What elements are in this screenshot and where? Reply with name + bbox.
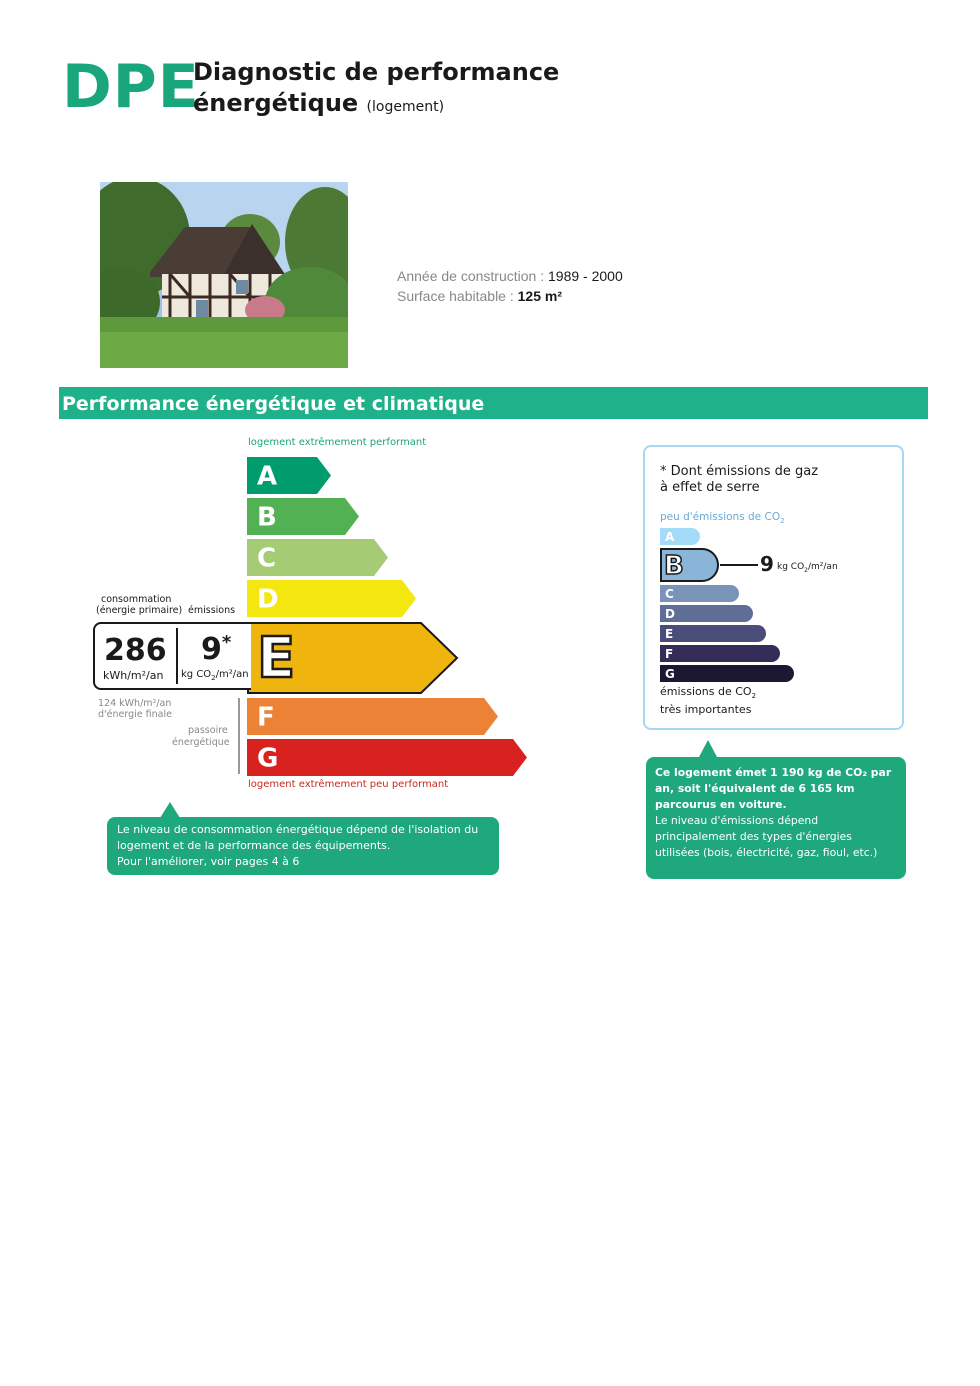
ghg-bottom-label-sub: 2 (751, 692, 757, 701)
final-energy-label: d'énergie finale (98, 709, 172, 720)
ghg-tip-line5: principalement des types d'énergies (655, 830, 852, 843)
ghg-unit-pre: kg CO (777, 562, 805, 572)
ghg-class-letter: F (665, 647, 674, 661)
ghg-top-label (660, 511, 785, 525)
emissions-number: 9 (201, 632, 222, 667)
scale-bottom-label: logement extrêmement peu performant (248, 779, 449, 790)
ghg-class-g (660, 665, 798, 686)
energy-class-letter: G (257, 743, 279, 774)
ghg-title-line2: à effet de serre (660, 480, 760, 495)
construction-label: Année de construction : (397, 268, 545, 284)
ghg-info-box (646, 757, 906, 879)
ghg-top-label-sub: 2 (780, 517, 785, 526)
emissions-unit-sub: 2 (211, 674, 216, 682)
energy-tip-pointer (160, 802, 180, 818)
passoire-bracket (238, 698, 240, 774)
ghg-class-letter: E (665, 627, 674, 641)
ghg-class-f (660, 645, 784, 666)
page-title-suffix: (logement) (366, 99, 445, 115)
ghg-class-letter: G (665, 667, 675, 681)
passoire-label-2: énergétique (172, 737, 230, 748)
consumption-value: 286 (104, 633, 167, 668)
energy-class-c (247, 539, 392, 580)
energy-tip-line3: Pour l'améliorer, voir pages 4 à 6 (117, 855, 300, 868)
ghg-class-c (660, 585, 743, 606)
emissions-unit-pre: kg CO (181, 669, 212, 680)
energy-class-f (247, 698, 502, 739)
surface-label: Surface habitable : (397, 288, 514, 304)
living-surface (397, 288, 562, 304)
page-title-main: énergétique (193, 89, 359, 117)
ghg-bottom-label-line1 (660, 685, 756, 703)
energy-class-letter: D (257, 584, 279, 615)
consumption-unit: kWh/m²/an (103, 669, 164, 682)
ghg-value: 9 (760, 552, 774, 576)
ghg-unit (777, 562, 838, 574)
ghg-top-label-text: peu d'émissions de CO (660, 511, 781, 523)
passoire-label-1: passoire (188, 725, 228, 736)
ghg-tip-line3: parcourus en voiture. (655, 798, 787, 811)
ghg-tip-line1: Ce logement émet 1 190 kg de CO₂ par (655, 766, 892, 779)
emissions-unit (181, 669, 249, 682)
ghg-class-letter: C (665, 587, 674, 601)
ghg-bottom-label-line2: très importantes (660, 703, 752, 717)
ghg-class-a (660, 528, 704, 549)
values-divider (176, 628, 178, 684)
ghg-tip-line4: Le niveau d'émissions dépend (655, 814, 819, 827)
house-photo-image (100, 182, 348, 368)
energy-class-letter: F (257, 702, 275, 733)
final-energy-value: 124 kWh/m²/an (98, 698, 172, 709)
emissions-asterisk: * (221, 632, 232, 653)
scale-top-label: logement extrêmement performant (248, 437, 427, 448)
energy-class-a (247, 457, 335, 498)
ghg-title-line1: * Dont émissions de gaz (660, 464, 819, 479)
energy-class-letter: A (257, 461, 278, 492)
page-title-line1: Diagnostic de performance (193, 58, 560, 86)
ghg-class-letter: A (665, 530, 675, 544)
energy-tip-line2: logement et de la performance des équipements. (117, 839, 391, 852)
ghg-tip-line2: an, soit l'équivalent de 6 165 km (655, 782, 855, 795)
energy-class-letter: E (257, 626, 296, 691)
emissions-unit-post: /m²/an (215, 669, 249, 680)
ghg-title (660, 464, 818, 496)
energy-class-e (247, 622, 461, 696)
page-title-line2 (193, 88, 444, 122)
ghg-bottom-label-text: émissions de CO (660, 685, 752, 698)
consumption-label: consommation (101, 594, 172, 605)
consumption-sublabel: (énergie primaire) (96, 605, 183, 616)
construction-value: 1989 - 2000 (548, 268, 623, 284)
ghg-class-b (660, 548, 722, 584)
section-title: Performance énergétique et climatique (59, 387, 928, 419)
ghg-class-e (660, 625, 770, 646)
energy-class-letter: C (257, 543, 277, 574)
ghg-tip-line6: utilisées (bois, électricité, gaz, fioul, etc.) (655, 846, 878, 859)
dpe-logo: DPE (62, 52, 200, 122)
emissions-value (201, 632, 231, 667)
surface-value: 125 m² (517, 288, 562, 304)
ghg-class-d (660, 605, 757, 626)
construction-year (397, 268, 623, 284)
energy-class-d (247, 580, 420, 621)
energy-tip-line1: Le niveau de consommation énergétique dépend de l'isolation du (117, 823, 479, 836)
ghg-class-letter: D (665, 607, 675, 621)
house-photo (100, 182, 348, 368)
energy-info-box (107, 817, 499, 875)
energy-class-g (247, 739, 531, 780)
ghg-bottom-label (660, 685, 756, 717)
ghg-class-letter: B (664, 551, 684, 581)
ghg-tip-pointer (699, 740, 717, 757)
ghg-unit-sub: 2 (804, 566, 808, 574)
energy-class-b (247, 498, 363, 539)
energy-class-letter: B (257, 502, 277, 533)
ghg-value-line (720, 564, 758, 566)
ghg-unit-post: /m²/an (807, 562, 838, 572)
emissions-label: émissions (188, 605, 236, 616)
